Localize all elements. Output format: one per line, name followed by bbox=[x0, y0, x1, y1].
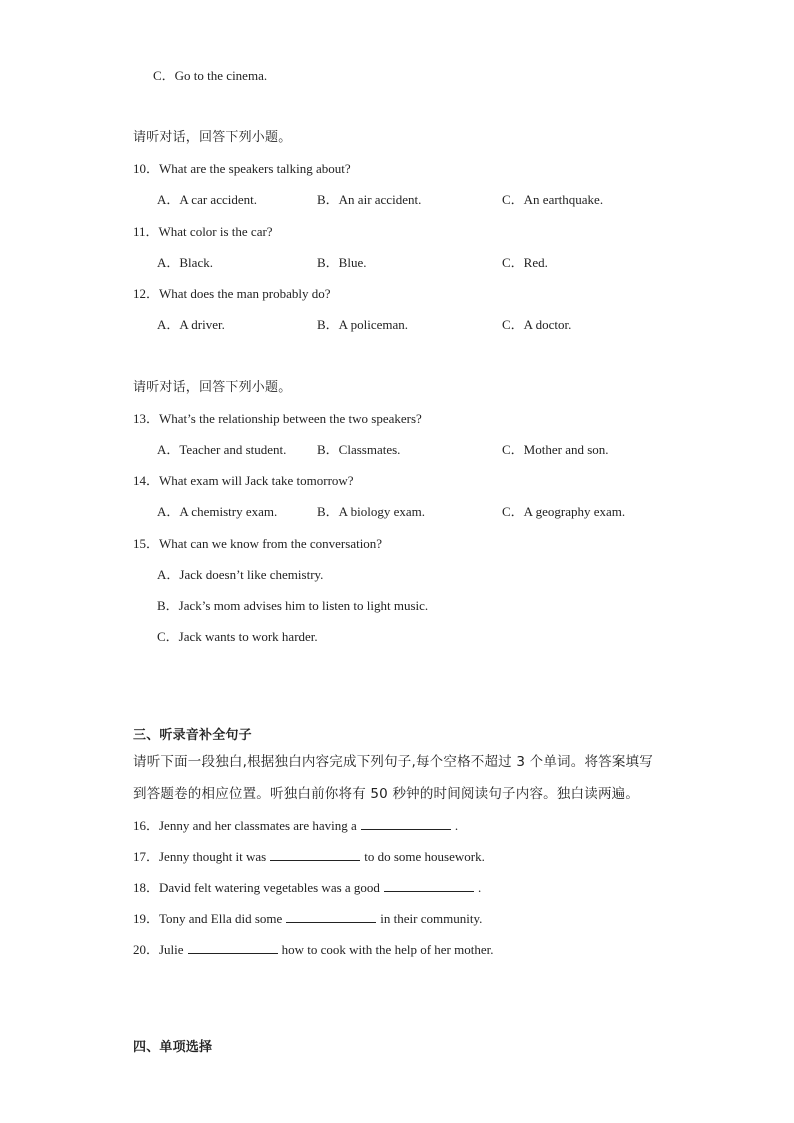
question-11-option-a: A．Black. bbox=[157, 255, 213, 270]
question-10-stem: 10．What are the speakers talking about? bbox=[133, 161, 351, 176]
section3-heading: 三、听录音补全句子 bbox=[133, 728, 252, 743]
question-14-option-a: A．A chemistry exam. bbox=[157, 504, 278, 519]
question-13-option-b: B．Classmates. bbox=[317, 442, 401, 457]
fill-blank-18-post: . bbox=[477, 880, 482, 895]
question-11-option-c: C．Red. bbox=[502, 255, 548, 270]
question-14-stem: 14．What exam will Jack take tomorrow? bbox=[133, 473, 354, 488]
answer-blank-19[interactable] bbox=[286, 910, 376, 923]
fill-blank-16-post: . bbox=[454, 818, 459, 833]
question-15-option-b: B．Jack’s mom advises him to listen to light music. bbox=[157, 598, 429, 613]
fill-blank-18-text: 18．David felt watering vegetables was a good bbox=[133, 880, 380, 895]
answer-blank-20[interactable] bbox=[188, 941, 278, 954]
question-11-option-b: B．Blue. bbox=[317, 255, 367, 270]
question-11-stem: 11．What color is the car? bbox=[133, 224, 273, 239]
question-12-option-b: B．A policeman. bbox=[317, 317, 408, 332]
question-12-stem: 12．What does the man probably do? bbox=[133, 286, 331, 301]
question-13-option-a: A．Teacher and student. bbox=[157, 442, 287, 457]
section3-instruction-line1: 请听下面一段独白,根据独白内容完成下列句子,每个空格不超过 3 个单词。将答案填写 bbox=[133, 754, 653, 770]
fill-blank-19 bbox=[133, 910, 482, 927]
fill-blank-19-text: 19．Tony and Ella did some bbox=[133, 911, 283, 926]
fill-blank-20 bbox=[133, 941, 494, 958]
section4-heading: 四、单项选择 bbox=[133, 1040, 213, 1055]
fill-blank-20-text: 20．Julie bbox=[133, 942, 184, 957]
group2-instruction: 请听对话，回答下列小题。 bbox=[133, 130, 292, 145]
fill-blank-16-text: 16．Jenny and her classmates are having a bbox=[133, 818, 357, 833]
option-c-go-to-cinema: C．Go to the cinema. bbox=[153, 68, 268, 83]
question-13-stem: 13．What’s the relationship between the two speakers? bbox=[133, 411, 422, 426]
fill-blank-17 bbox=[133, 848, 485, 865]
fill-blank-20-post: how to cook with the help of her mother. bbox=[281, 942, 494, 957]
section3-instruction-line2: 到答题卷的相应位置。听独白前你将有 50 秒钟的时间阅读句子内容。独白读两遍。 bbox=[133, 786, 640, 802]
fill-blank-17-text: 17．Jenny thought it was bbox=[133, 849, 267, 864]
answer-blank-17[interactable] bbox=[270, 848, 360, 861]
question-10-option-a: A．A car accident. bbox=[157, 192, 257, 207]
question-14-option-b: B．A biology exam. bbox=[317, 504, 425, 519]
fill-blank-17-post: to do some housework. bbox=[364, 849, 485, 864]
answer-blank-18[interactable] bbox=[384, 879, 474, 892]
question-15-stem: 15．What can we know from the conversation? bbox=[133, 536, 383, 551]
group3-instruction: 请听对话，回答下列小题。 bbox=[133, 380, 292, 395]
question-14-option-c: C．A geography exam. bbox=[502, 504, 626, 519]
fill-blank-18 bbox=[133, 879, 481, 896]
question-10-option-b: B．An air accident. bbox=[317, 192, 422, 207]
question-15-option-a: A．Jack doesn’t like chemistry. bbox=[157, 567, 324, 582]
question-13-option-c: C．Mother and son. bbox=[502, 442, 609, 457]
fill-blank-19-post: in their community. bbox=[380, 911, 483, 926]
question-15-option-c: C．Jack wants to work harder. bbox=[157, 629, 318, 644]
question-10-option-c: C．An earthquake. bbox=[502, 192, 604, 207]
question-12-option-c: C．A doctor. bbox=[502, 317, 572, 332]
question-12-option-a: A．A driver. bbox=[157, 317, 225, 332]
fill-blank-16 bbox=[133, 817, 458, 834]
answer-blank-16[interactable] bbox=[361, 817, 451, 830]
